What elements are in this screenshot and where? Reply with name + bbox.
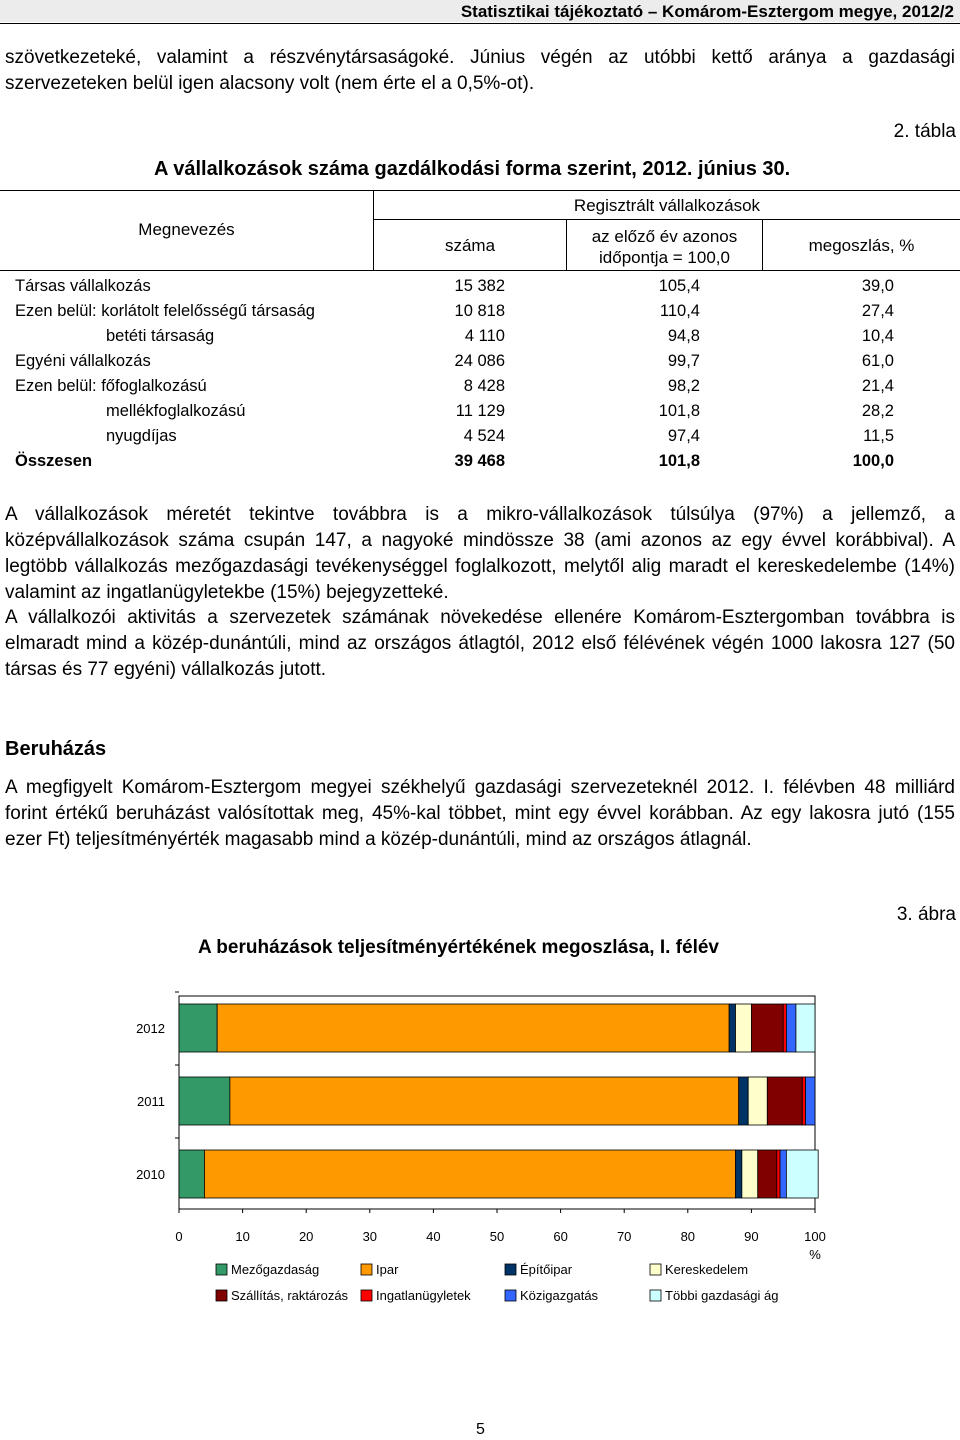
table-number: 2. tábla [893, 121, 956, 142]
category-label: 2012 [136, 1021, 165, 1036]
row-name: Egyéni vállalkozás [15, 352, 151, 370]
bar-segment [796, 1004, 815, 1052]
row-name: Ezen belül: főfoglalkozású [15, 377, 207, 395]
header-title: Statisztikai tájékoztató – Komárom-Esztergom megye, 2012/2 [460, 2, 954, 21]
table-header-rule [0, 270, 960, 271]
x-tick-label: 60 [553, 1229, 568, 1244]
body-paragraph-3: A megfigyelt Komárom-Esztergom megyei székhelyű gazdasági szervezeteknél 2012. I. félévben 48 milliárd forint értékű beruházást valósítottak meg, 45%-kal többet, mint egy évvel korábban. Az egy lakosra jutó (155 ezer Ft) teljesítményérték magasabb mind a közép-dunántúli, mind az országos átlagnál. [5, 777, 955, 850]
bar-segment [204, 1150, 735, 1198]
bar-segment [742, 1150, 758, 1198]
table-row [0, 427, 960, 452]
bar-segment [802, 1077, 805, 1125]
legend-swatch [505, 1264, 516, 1275]
x-tick-label: 50 [489, 1229, 505, 1244]
stacked-bar-chart [0, 980, 960, 1320]
row-share: 28,2 [861, 402, 894, 420]
legend-label: Ingatlanügyletek [376, 1288, 471, 1303]
legend-label: Kereskedelem [665, 1262, 749, 1277]
row-share: 11,5 [863, 427, 894, 445]
bar-segment [230, 1077, 739, 1125]
bar-segment [786, 1004, 796, 1052]
row-count: 4 524 [463, 427, 505, 445]
bar-segment [751, 1004, 783, 1052]
row-share: 27,4 [861, 302, 894, 320]
row-share: 21,4 [861, 377, 894, 395]
bar-segment [739, 1077, 749, 1125]
body-paragraph-2: A vállalkozói aktivitás a szervezetek számának növekedése ellenére Komárom-Esztergomban továbbra is elmaradt mind a közép-dunántúli, mind az országos átlagtól, 2012 első félévének végén 1000 lakosra 127 (50 társas és 77 egyéni) vállalkozás jutott. [5, 607, 955, 680]
row-count: 10 818 [454, 302, 505, 320]
table-row [0, 377, 960, 402]
legend-swatch [650, 1290, 661, 1301]
table-title: A vállalkozások száma gazdálkodási forma szerint, 2012. június 30. [154, 158, 791, 180]
bar-segment [780, 1150, 786, 1198]
bar-segment [767, 1077, 802, 1125]
row-share: 10,4 [861, 327, 894, 345]
legend-swatch [216, 1264, 227, 1275]
category-label: 2010 [136, 1167, 165, 1182]
x-tick-label: 90 [744, 1229, 759, 1244]
x-tick-label: 40 [426, 1229, 441, 1244]
row-count: 24 086 [454, 352, 505, 370]
row-index: 101,8 [658, 402, 700, 420]
table-row [0, 352, 960, 377]
row-name: nyugdíjas [106, 427, 177, 445]
figure-title: A beruházások teljesítményértékének megoszlása, I. félév [198, 937, 719, 958]
bar-segment [805, 1077, 815, 1125]
table-row [0, 327, 960, 352]
legend-swatch [505, 1290, 516, 1301]
legend-label: Közigazgatás [520, 1288, 599, 1303]
row-name: Összesen [15, 452, 93, 470]
bar-segment [777, 1150, 780, 1198]
bar-segment [217, 1004, 729, 1052]
intro-paragraph: szövetkezeteké, valamint a részvénytársaságoké. Június végén az utóbbi kettő aránya a gazdasági szervezeteken belül igen alacsony volt (nem érte el a 0,5%-ot). [5, 47, 955, 94]
header-index: az előző év azonos időpontja = 100,0 [591, 227, 738, 267]
table-row [0, 277, 960, 302]
body-paragraph-1: A vállalkozások méretét tekintve továbbra is a mikro-vállalkozások túlsúlya (97%) a jellemző, a középvállalkozások száma csupán 147, a nagyoké mindössze 38 (ami azonos az egy évvel korábbival). A legtöbb vállalkozás mezőgazdasági tevékenységgel foglalkozott, melytől alig maradt el kereskedelembe (14%) valamint az ingatlanügyletekbe (15%) bejegyzetteké. [5, 504, 955, 603]
row-name: Ezen belül: korlátolt felelősségű társaság [15, 302, 315, 320]
header-count: száma [444, 236, 496, 255]
header-megnevezes: Megnevezés [138, 220, 235, 239]
legend-label: Ipar [376, 1262, 399, 1277]
legend-swatch [361, 1290, 372, 1301]
header-registered-group: Regisztrált vállalkozások [573, 196, 761, 215]
legend-label: Építőipar [520, 1262, 573, 1277]
figure-number: 3. ábra [896, 904, 956, 925]
bar-segment [758, 1150, 777, 1198]
table-col-divider-2 [566, 219, 567, 270]
row-count: 15 382 [454, 277, 505, 295]
row-index: 110,4 [659, 302, 700, 320]
row-name: betéti társaság [106, 327, 215, 345]
bar-segment [179, 1150, 204, 1198]
page-number: 5 [476, 1421, 485, 1438]
bar-segment [179, 1077, 230, 1125]
bar-segment [729, 1004, 735, 1052]
legend-swatch [650, 1264, 661, 1275]
row-count: 39 468 [454, 452, 505, 470]
row-count: 8 428 [463, 377, 505, 395]
row-index: 105,4 [658, 277, 700, 295]
x-tick-label: 20 [298, 1229, 314, 1244]
table-group-rule [373, 219, 960, 220]
legend-label: Többi gazdasági ág [665, 1288, 779, 1303]
legend-swatch [361, 1264, 372, 1275]
x-tick-label: 10 [235, 1229, 250, 1244]
legend-label: Szállítás, raktározás [231, 1288, 349, 1303]
x-tick-label: 100 [804, 1229, 826, 1244]
header-rule [0, 23, 960, 24]
bar-segment [736, 1004, 752, 1052]
row-share: 39,0 [861, 277, 894, 295]
bar-segment [179, 1004, 217, 1052]
row-count: 4 110 [464, 327, 505, 345]
legend-label: Mezőgazdaság [231, 1262, 320, 1277]
row-share: 61,0 [861, 352, 894, 370]
section-title: Beruházás [5, 738, 107, 760]
bar-segment [736, 1150, 742, 1198]
table-row [0, 302, 960, 327]
table-row [0, 402, 960, 427]
category-label: 2011 [137, 1094, 165, 1109]
x-unit-label: % [809, 1247, 821, 1262]
table-total-row [0, 452, 960, 477]
row-name: mellékfoglalkozású [106, 402, 246, 420]
legend-swatch [216, 1290, 227, 1301]
bar-segment [786, 1150, 818, 1198]
bar-segment [783, 1004, 786, 1052]
row-count: 11 129 [455, 402, 505, 420]
row-index: 97,4 [667, 427, 700, 445]
row-share: 100,0 [852, 452, 894, 470]
x-tick-label: 70 [616, 1229, 632, 1244]
table-top-rule [0, 190, 960, 191]
row-index: 99,7 [667, 352, 700, 370]
header-share: megoszlás, % [808, 236, 915, 255]
row-index: 101,8 [658, 452, 700, 470]
x-tick-label: 0 [175, 1229, 183, 1244]
x-tick-label: 30 [362, 1229, 378, 1244]
row-index: 94,8 [667, 327, 700, 345]
row-index: 98,2 [667, 377, 700, 395]
row-name: Társas vállalkozás [15, 277, 151, 295]
x-tick-label: 80 [680, 1229, 696, 1244]
bar-segment [748, 1077, 767, 1125]
